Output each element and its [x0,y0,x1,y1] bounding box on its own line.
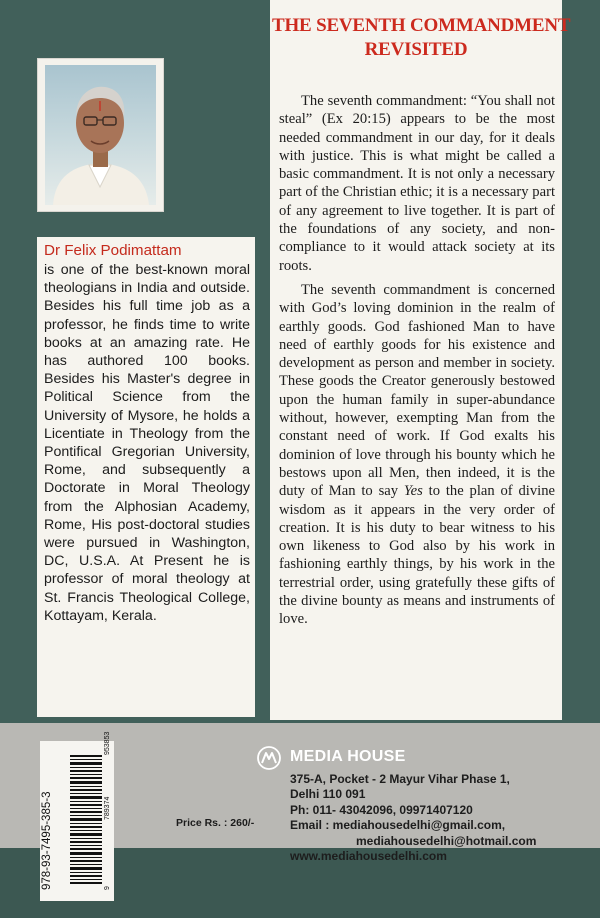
isbn-number: 978-93-7495-385-3 [41,791,53,890]
barcode-digits-right: 953853 [104,731,111,755]
author-photo-frame [37,58,164,212]
barcode-digits-prefix: 9 [104,886,111,890]
media-house-logo-icon [257,746,281,770]
blurb-text [279,92,555,635]
email-line: mediahousedelhi@hotmail.com [356,833,537,848]
website-line: www.mediahousedelhi.com [290,849,447,864]
author-portrait-drawing [45,65,156,205]
publisher-address [290,772,580,864]
book-title [272,14,571,62]
blurb-paragraph [279,281,555,629]
author-bio: is one of the best-known moral theologians in India and outside. Besides his full time job as a professor, he finds time to write books at an amazing rate. He has authored 100 books. Besides his Master's degree in Political Science from the University of Mysore, he holds a Licentiate in Theology from the Pontifical Gregorian University, Rome, and subsequently a Doctorate in Moral Theology from the Alphosian Academy, Rome, His post-doctoral studies were pursued in Washington, DC, U.S.A. At Present he is professor of moral theology at St. Francis Theological College, Kottayam, Kerala. [44,262,250,624]
yes-emphasis: Yes [403,483,423,500]
address-line: Delhi 110 091 [290,787,366,802]
title-line-1: THE SEVENTH COMMANDMENT [272,15,571,36]
author-photo [45,65,156,205]
blurb-paragraph: The seventh commandment: “You shall not steal” (Ex 20:15) appears to be the most needed commandment in our day, for it deals with justice. This is what might be called a basic commandment. It is not only a necessary part of the Christian ethic; it is a necessary part of any agreement to live together. It is part of the foundations of any society, and non-compliance to it would attack society at its roots. [279,93,555,274]
author-name: Dr Felix Podimattam [44,242,182,259]
title-line-2: REVISITED [364,39,468,60]
blurb-text-part: The seventh commandment is concerned with God’s loving dominion in the realm of earthly goods. God fashioned Man to have need of earthly goods for his existence and development as person and member in society. These goods the Creator generously bestowed upon the human family in super-abundance without, however, exempting Man from the constant need of work. If God exalts his dominion of love through his bounty which he bestows upon all Men, then indeed, it is the duty of Man to say [279,281,555,500]
price-label: Price Rs. : 260/- [176,817,255,829]
address-line: 375-A, Pocket - 2 Mayur Vihar Phase 1, [290,772,510,786]
publisher-name: MEDIA HOUSE [290,748,406,765]
phone-line: Ph: 011- 43042096, 09971407120 [290,802,473,817]
barcode-digits-left: 789374 [104,796,111,820]
email-line: Email : mediahousedelhi@gmail.com, [290,818,506,833]
blurb-text-part: to the plan of divine wisdom as it appears in the very order of creation. It is his duty to bear witness to his own likeness to God also by his work in fashioning earthly things, by his work in the terrestrial order, using gratefully these gifts of the divine bounty as means and instruments of love. [279,483,555,628]
